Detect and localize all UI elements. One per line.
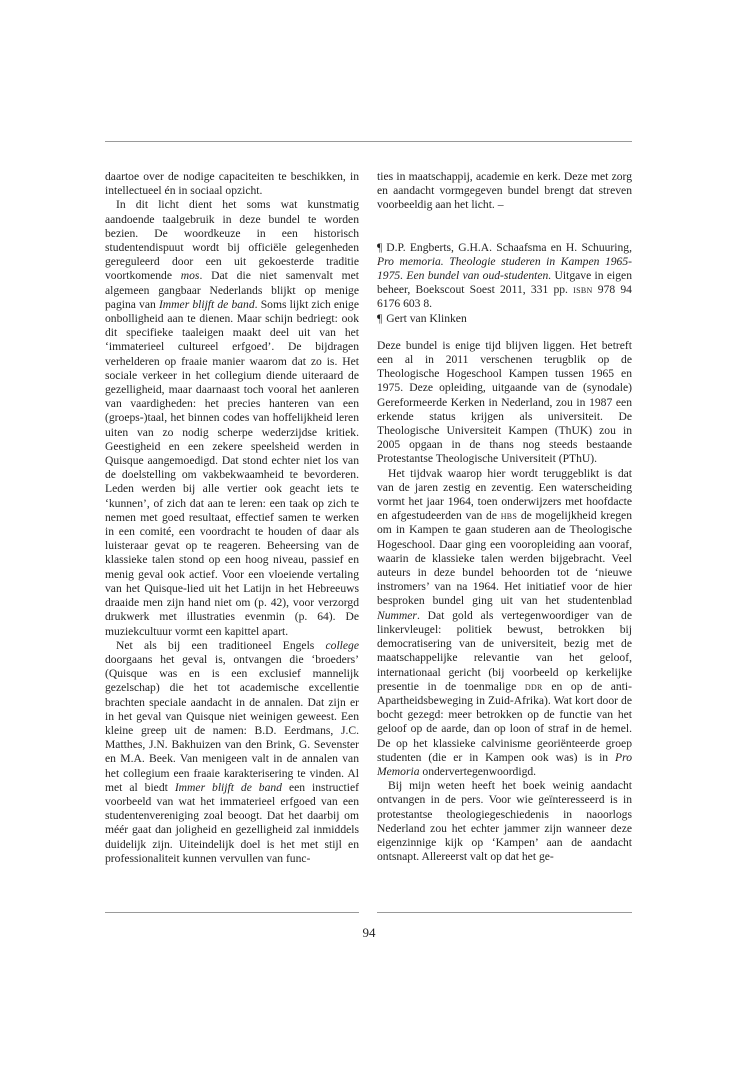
text-run: en op de anti-Apartheidsbeweging in Zuid-Afrika). Wat kort door de bocht gezegd: meer betrokken op de functie van het geloof op de aarde, dan op loon of straf in de hemel. De op het klassieke calvinisme georiënteerde groep studenten (die er in Kampen ook was) is in [377,679,632,764]
text-run: . Dat die niet samenvalt met algemeen gangbaar Nederlands blijkt op menige pagina van [105,269,359,311]
paragraph [105,198,359,638]
text-run: een instructief voorbeeld van wat het immaterieel erfgoed van een studentenvereniging zoal beoogt. Dat het daarbij om méér gaat dan joligheid en gezelligheid zal inmiddels duidelijk zijn. Uiteindelijk doel is het met stijl en professionaliteit kunnen vervullen van func- [105,780,359,865]
pilcrow-icon: ¶ [377,311,383,325]
text-run: . Dat gold als vertegenwoordiger van de linkervleugel: politiek bewust, betrokken bij democratisering van de universiteit, bezig met de maatschappelijke relevantie van het geloof, internationaal gericht (bij voorbeeld op kerkelijke presentie in de toenmalige [377,608,632,693]
pilcrow-icon: ¶ [377,240,383,254]
review-heading [377,241,632,312]
italic-run: Nummer [377,608,417,622]
review-publisher: Uitgave in eigen beheer, Boekscout Soest 2011, 331 pp. [377,269,632,297]
bottom-rule-left [105,912,359,913]
reviewer-name: Gert van Klinken [386,311,467,325]
paragraph [377,467,632,779]
page-number: 94 [362,925,376,940]
italic-run: Immer blijft de band [158,297,255,311]
text-run: Net als bij een traditioneel Engels [116,638,326,652]
text-run: Het tijdvak waarop hier wordt teruggeblikt is dat van de jaren zestig en zeventig. Een waterscheiding vormt het jaar 1964, toen onderwijzers met hoofdacte en afgestudeerden van de [377,466,632,523]
review-title: Pro memoria. Theologie studeren in Kampen 1965-1975. Een bundel van oud-studenten. [377,254,632,283]
text-run: ondervertegenwoordigd. [419,764,537,778]
paragraph [377,339,632,467]
italic-run: college [325,638,359,652]
top-rule [105,141,632,142]
text-run: . Soms lijkt zich enige onbolligheid aan te dienen. Maar schijn bedriegt: ook dit specifieke taaleigen maakt deel uit van het ‘immaterieel cultureel erfgoed’. De bijdragen verhelderen op fraaie manier waarom dat zo is. Het sociale verkeer in het collegium diende uiteraard de gezelligheid, maar daarnaast toch vooral het aanleren van vaardigheden: het precies hanteren van een (groeps-)taal, het binnen codes van hoffelijkheid leren uiten van zo nodig scherpe wederzijdse kritiek. Geestigheid en een zekere speelsheid werden in Quisque aangemoedigd. Dat stond echter niet los van de doelstelling om vakbekwaamheid te bevorderen. Leden werden bij alle vertier ook geacht iets te ‘kunnen’, of zich dat aan te leren: een taak op zich te nemen met goed resultaat, effectief samen te werken in een comité, een voordracht te houden of daar als luisteraar gevat op te reageren. Beheersing van de klassieke talen stond op een hoog niveau, passief en menig geval ook actief. Voor een vloeiende vertaling van het Quisque-lied uit het Latijn in het Hebreeuws draaide men zijn hand niet om (p. 42), voor verzorgd drukwerk met illustraties evenmin (p. 64). De muziekcultuur vormt een kapittel apart. [105,297,359,638]
italic-run: Pro Memoria [377,750,632,778]
left-column [105,170,359,866]
paragraph-continuation: daartoe over de nodige capaciteiten te beschikken, in intellectueel én in sociaal opzicht. [105,170,359,198]
text-run: de mogelijkheid kregen om in Kampen te gaan studeren aan de Theologische Hogeschool. Daar ging een vooropleiding aan vooraf, waarin de klassieke talen werden bijgebracht. Veel auteurs in deze bundel behoorden tot de ‘nieuwe instromers’ van na 1964. Het initiatief voor de hier besproken bundel ging uit van het studentenblad [377,509,632,608]
text-run: doorgaans het geval is, ontvangen die ‘broeders’ (Quisque was en is een exclusief mannelijk gezelschap) die het tot academische excellentie brachten speciale aandacht in de annalen. Dat zijn er in het geval van Quisque niet weinigen geweest. Een kleine greep uit de namen: B.D. Eerdmans, J.C. Matthes, J.N. Bakhuizen van den Brink, G. Sevenster en M.A. Beek. Van menigeen valt in de annalen van het collegium een fraaie karakterisering te vinden. Al met al biedt [105,652,359,794]
italic-run: mos [180,269,200,283]
small-caps-run: hbs [500,509,518,523]
isbn-value: 978 94 6176 603 8. [377,283,632,311]
paragraph [377,779,632,864]
right-column [377,170,632,864]
small-caps-run: ddr [524,679,543,693]
bottom-rule-right [377,912,632,913]
isbn-label: isbn [573,283,593,297]
paragraph-continuation: ties in maatschappij, academie en kerk. Deze met zorg en aandacht vormgegeven bundel brengt dat streven voorbeeldig aan het licht. – [377,170,632,212]
text-run: In dit licht dient het soms wat kunstmatig aandoende taalgebruik in deze bundel te worden bezien. De woordkeuze in een historisch studentendispuut wordt bij officiële gelegenheden gereguleerd door een uit gekoesterde traditie voortkomende [105,198,359,283]
review-authors: D.P. Engberts, G.H.A. Schaafsma en H. Schuuring, [386,240,632,254]
reviewer-line [377,312,632,326]
italic-run: Immer blijft de band [174,780,282,794]
text-run: Bij mijn weten heeft het boek weinig aandacht ontvangen in de pers. Voor wie geïnteresseerd is in protestantse theologiegeschiedenis in naoorlogs Nederland zou het echter jammer zijn wanneer deze eigenzinnige kijk op ‘Kampen’ aan de aandacht ontsnapt. Allereerst valt op dat het ge- [377,779,632,864]
paragraph [105,639,359,866]
text-run: Deze bundel is enige tijd blijven liggen. Het betreft een al in 2011 verschenen terugblik op de Theologische Hogeschool Kampen tussen 1965 en 1975. Deze opleiding, uitgaande van de (synodale) Gereformeerde Kerken in Nederland, zou in 1987 een erkende status krijgen als universiteit. De Theologische Universiteit Kampen (ThUK) zou in 2005 opgaan in de thans nog steeds bestaande Protestantse Theologische Universiteit (PThU). [377,338,632,466]
